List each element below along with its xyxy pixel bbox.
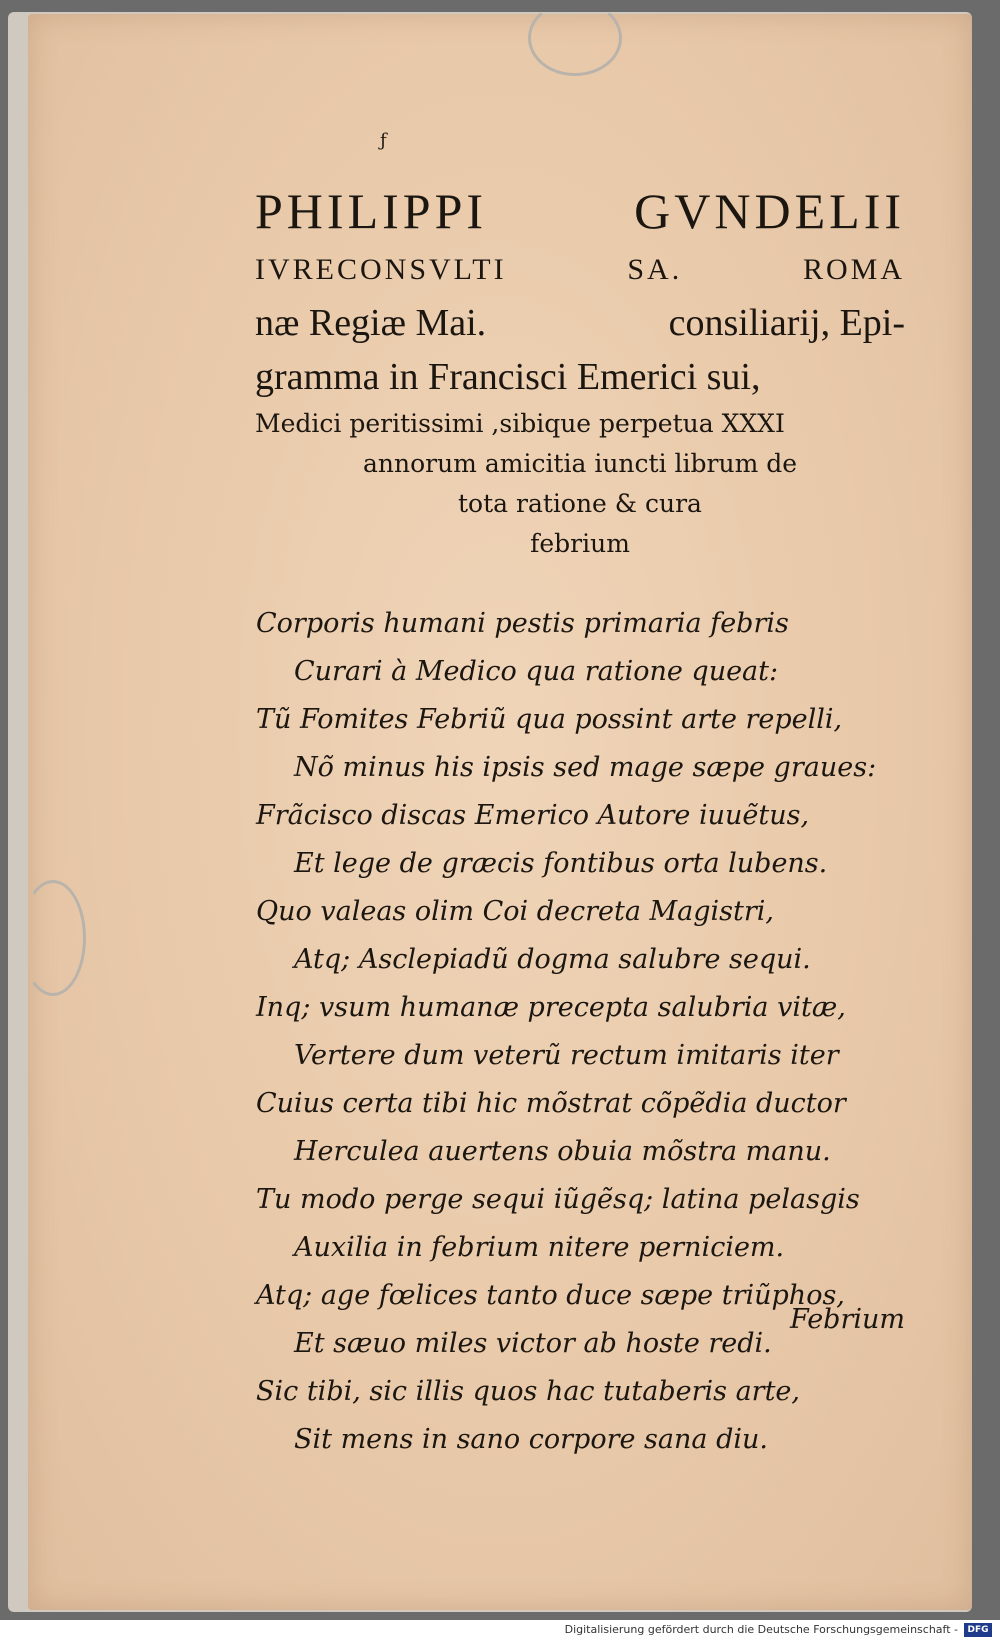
title-line-6: annorum amicitia iuncti librum de xyxy=(362,449,798,478)
title-line-7: tota ratione & cura xyxy=(458,489,702,518)
title-word: IVRECONSVLTI xyxy=(255,253,507,286)
dfg-logo-icon: DFG xyxy=(964,1623,992,1637)
verse-line: Cuius certa tibi hic mõstrat cõpẽdia ductor xyxy=(256,1088,846,1119)
verse-line: Curari à Medico qua ratione queat: xyxy=(294,656,779,687)
title-word: GVNDELII xyxy=(634,183,905,239)
verse-line: Corporis humani pestis primaria febris xyxy=(256,608,789,639)
title-line-3 xyxy=(255,296,905,350)
verse-line: Tũ Fomites Febriũ qua possint arte repelli, xyxy=(256,704,843,735)
funding-credit: Digitalisierung gefördert durch die Deutsche Forschungsgemeinschaft - xyxy=(564,1623,958,1636)
paper-clip-top xyxy=(528,0,622,76)
verse-line: Et lege de græcis fontibus orta lubens. xyxy=(294,848,828,879)
title-block xyxy=(255,180,905,564)
verse-line: Tu modo perge sequi iũgẽsq; latina pelasgis xyxy=(256,1184,860,1215)
verse-line: Vertere dum veterũ rectum imitaris iter xyxy=(294,1040,839,1071)
verse-line: Nõ minus his ipsis sed mage sæpe graues: xyxy=(294,752,877,783)
title-segment: gramma in Francisci Emerici sui, xyxy=(255,356,761,398)
title-line-5 xyxy=(255,404,905,444)
verse-line: Quo valeas olim Coi decreta Magistri, xyxy=(256,896,774,927)
title-line-2 xyxy=(255,244,905,296)
verse-line: Sic tibi, sic illis quos hac tutaberis arte, xyxy=(256,1376,800,1407)
verse-line: Inq; vsum humanæ precepta salubria vitæ, xyxy=(256,992,846,1023)
verse-line: Auxilia in febrium nitere perniciem. xyxy=(294,1232,785,1263)
title-word: SA. xyxy=(627,253,683,286)
verse-line: Atq; Asclepiadũ dogma salubre sequi. xyxy=(294,944,811,975)
title-word: PHILIPPI xyxy=(255,183,488,239)
page-mark: ƒ xyxy=(380,130,387,151)
title-line-8: febrium xyxy=(530,529,630,558)
verse-line: Sit mens in sano corpore sana diu. xyxy=(294,1424,768,1455)
title-segment: consiliarij, Epi- xyxy=(668,302,905,344)
title-segment: Medici peritissimi ,sibique perpetua XXXI xyxy=(255,409,785,438)
verse-line: Frãcisco discas Emerico Autore iuuẽtus, xyxy=(256,800,810,831)
catchword: Febrium xyxy=(789,1304,905,1335)
title-segment: næ Regiæ Mai. xyxy=(255,302,487,344)
title-line-4 xyxy=(255,350,905,404)
verse-line: Atq; age fœlices tanto duce sæpe triũphos, xyxy=(256,1280,845,1311)
title-word: ROMA xyxy=(802,253,905,286)
title-line-1 xyxy=(255,180,905,242)
verse-line: Herculea auertens obuia mõstra manu. xyxy=(294,1136,831,1167)
verse-line: Et sæuo miles victor ab hoste redi. xyxy=(294,1328,772,1359)
paper-clip-left xyxy=(20,880,86,996)
